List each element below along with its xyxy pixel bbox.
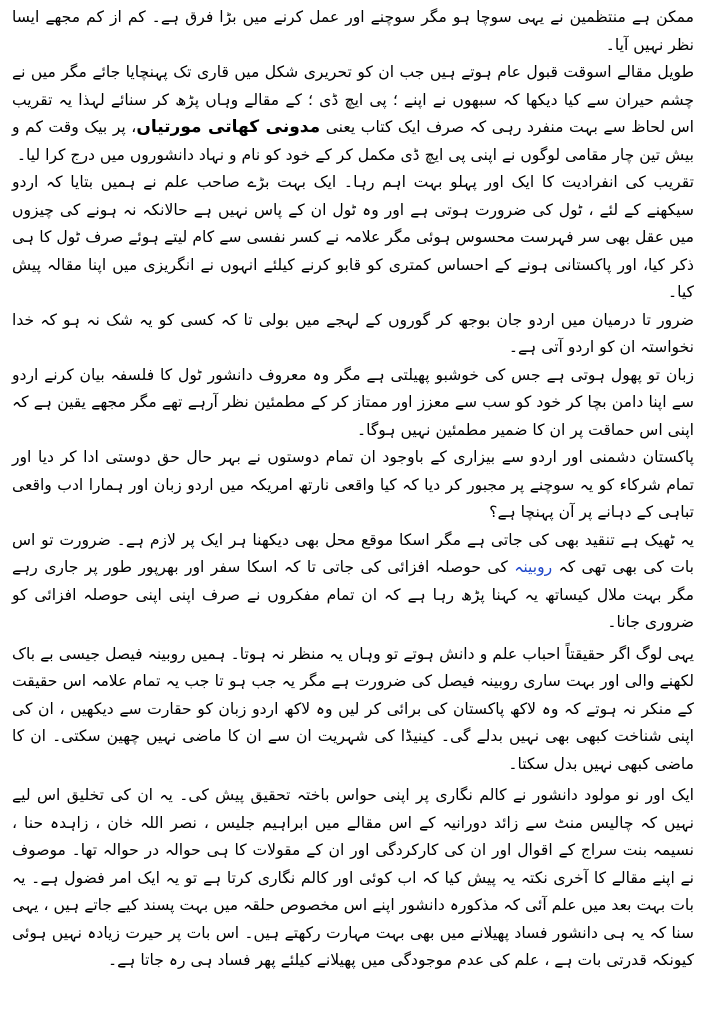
paragraph-6-text: پاکستان دشمنی اور اردو سے بیزاری کے باوجود ان تمام دوستوں نے بہر حال حق دوستی ادا کر دیا اور تمام شرکاء کو یہ سوچنے پر مجبور کر دیا کہ کیا واقعی نارتھ امریکہ میں اردو زبان اور ہمارا ادب واقعی تباہی کے دہانے پر آن پہنچا ہے؟ bbox=[12, 448, 694, 521]
paragraph-7 bbox=[12, 527, 694, 637]
book-title: مدونی کھاتی مورتیاں bbox=[136, 117, 321, 137]
paragraph-7-rest: کی حوصلہ افزائی کی جاتی تا کہ اسکا سفر اور بھرپور طور پر جاری رہے مگر بہت ملال کیساتھ یہ کہنا پڑھ رہا ہے کہ ان تمام مفکروں نے صرف اپنی اپنی حوصلہ افزائی کو ضروری جانا۔ bbox=[12, 558, 694, 631]
paragraph-7-text: یہ ٹھیک ہے تنقید بھی کی جاتی ہے مگر اسکا موقع محل بھی دیکھنا ہر ایک پر لازم ہے۔ ضرورت تو اس بات کی بھی تھی کہ bbox=[12, 530, 694, 576]
paragraph-4-text: ضرور تا درمیان میں اردو جان بوجھ کر گوروں کے لہجے میں بولی تا کہ کسی کو یہ شک نہ ہو کہ خدا نخواستہ ان کو اردو آتی ہے۔ bbox=[12, 310, 694, 356]
highlighted-name: روبینہ bbox=[514, 558, 553, 576]
paragraph-9 bbox=[12, 782, 694, 975]
paragraph-2-rest: ، پر بیک وقت کم و بیش تین چار مقامی لوگوں نے اپنی پی ایچ ڈی مکمل کر کے خود کو نام و نہاد دانشوروں میں درج کرا لیا۔ bbox=[12, 118, 694, 164]
paragraph-5 bbox=[12, 362, 694, 445]
paragraph-8 bbox=[12, 641, 694, 779]
paragraph-3 bbox=[12, 169, 694, 307]
paragraph-3-text: تقریب کی انفرادیت کا ایک اور پہلو بہت اہم رہا۔ ایک بہت بڑے صاحب علم نے ہمیں بتایا کہ اردو سیکھنے کے لئے ، ٹول کی ضرورت ہوتی ہے اور وہ ٹول ان کے پاس نہیں ہے حالانکہ نہ ہونے کی چیزوں میں عقل بھی سر فہرست محسوس ہوئی مگر علامہ نے کسر نفسی سے کام لیتے ہوئے صرف ٹول کا ہی ذکر کیا، اور پاکستانی ہونے کے احساس کمتری کو قابو کرنے کیلئے انہوں نے انگریزی میں اپنا مقالہ پیش کیا۔ bbox=[12, 173, 694, 301]
paragraph-5-text: زبان تو پھول ہوتی ہے جس کی خوشبو پھیلتی ہے مگر وہ معروف دانشور ٹول کا فلسفہ بیان کرنے اردو سے اپنا دامن بچا کر خود کو سب سے معزز اور ممتاز کر کے مطمئین نظر آرہے تھے مگر مجھے یقین ہے کہ اپنی اس حماقت پر ان کا ضمیر مطمئین نہیں ہوگا۔ bbox=[12, 365, 694, 439]
paragraph-2 bbox=[12, 59, 694, 169]
paragraph-4 bbox=[12, 307, 694, 362]
paragraph-2-text: طویل مقالے اسوقت قبول عام ہوتے ہیں جب ان کو تحریری شکل میں قاری تک پہنچایا جائے مگر میں نے چشم حیران سے کیا دیکھا کہ سبھوں نے اپنے ؛ پی ایچ ڈی ؛ کے مقالے وہاں پڑھ کر سنائے لہذا یہ تقریب اس لحاظ سے بہت منفرد رہی کہ صرف ایک کتاب یعنی bbox=[12, 63, 694, 136]
paragraph-9-text: ایک اور نو مولود دانشور نے کالم نگاری پر اپنی حواس باختہ تحقیق پیش کی۔ یہ ان کی تخلیق اس لیے نہیں کہ چالیس منٹ سے زائد دورانیہ کے اس مقالے میں ابراہیم جلیس ، نصر اللہ خان ، زاہدہ حنا ، نسیمہ بنت سراج کے اقوال اور ان کی کارکردگی اور ان کے مقولات کا ہی حوالہ در حوالہ تھا۔ موصوف نے اپنے مقالے کا آخری نکتہ یہ پیش کیا کہ اب کوئی اور کالم نگاری کرتا ہے تو یہ ایک امر فضول ہے۔ یہ بات بہت بعد میں علم آئی کہ مذکورہ دانشور اپنے اس مخصوص حلقہ میں بہت پسند کیے جاتے ہیں ، یہی سنا کہ یہ ہی دانشور فساد پھیلانے میں بھی بہت مہارت رکھتے ہیں۔ اس بات پر حیرت زیادہ نہیں ہوئی کیونکہ قدرتی بات ہے ، علم کی عدم موجودگی میں پھیلانے کیلئے پھر فساد ہی رہ جاتا ہے۔ bbox=[12, 786, 694, 969]
paragraph-8-text: یہی لوگ اگر حقیقتاً احباب علم و دانش ہوتے تو وہاں یہ منظر نہ ہوتا۔ ہمیں روبینہ فیصل جیسی بے باک لکھنے والی اور بہت ساری روبینہ فیصل کی ضرورت ہے مگر یہ جب ہو تا جب یہ تمام علامہ اس حقیقت کے منکر نہ ہوتے کہ وہ لاکھ پاکستان کی برائی کر لیں وہ لاکھ اردو زبان کو حقارت سے دیکھیں ، ان کی اپنی شناخت کبھی بھی نہیں بدلے گی۔ کینیڈا کی شہریت ان سے ان کا ماضی نہیں چھین سکتی۔ ان کا ماضی کبھی نہیں بدل سکتا۔ bbox=[12, 644, 694, 773]
paragraph-1 bbox=[12, 4, 694, 59]
paragraph-1-text: ممکن ہے منتظمین نے یہی سوچا ہو مگر سوچنے اور عمل کرنے میں بڑا فرق ہے۔ کم از کم مجھے ایسا نظر نہیں آیا۔ bbox=[12, 8, 694, 54]
paragraph-6 bbox=[12, 444, 694, 527]
